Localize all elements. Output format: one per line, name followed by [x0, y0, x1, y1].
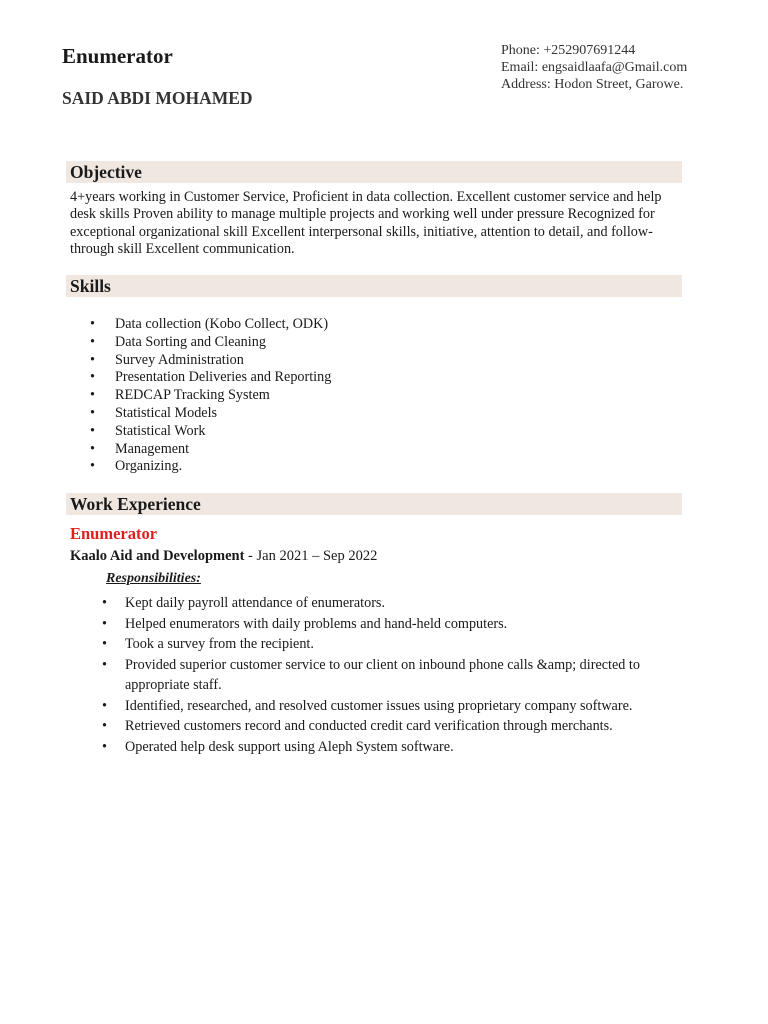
skill-item: • Statistical Models: [70, 405, 331, 423]
contact-email: Email: engsaidlaafa@Gmail.com: [501, 60, 688, 75]
responsibility-item: • Retrieved customers record and conducted credit card verification through merchants.: [100, 716, 690, 737]
skill-item: • Data Sorting and Cleaning: [70, 334, 331, 352]
responsibility-item: • Kept daily payroll attendance of enumerators.: [100, 593, 690, 614]
skill-item: • Organizing.: [70, 458, 331, 476]
skill-item: • Data collection (Kobo Collect, ODK): [70, 316, 331, 334]
skills-list: [70, 316, 331, 476]
contact-address: Address: Hodon Street, Garowe.: [501, 77, 684, 92]
objective-heading: Objective: [66, 161, 682, 183]
document-title: Enumerator: [62, 44, 173, 68]
responsibility-item: • Operated help desk support using Aleph System software.: [100, 737, 690, 758]
employer-name: Kaalo Aid and Development: [70, 548, 245, 564]
candidate-name: SAID ABDI MOHAMED: [62, 88, 253, 108]
job-title: Enumerator: [70, 524, 158, 543]
responsibility-item: • Provided superior customer service to our client on inbound phone calls &amp; directed to appropriate staff.: [100, 655, 690, 696]
responsibility-item: • Took a survey from the recipient.: [100, 634, 690, 655]
skill-item: • Management: [70, 441, 331, 459]
work-experience-heading: Work Experience: [66, 493, 682, 515]
employer-line: [70, 547, 377, 565]
responsibilities-label: Responsibilities:: [106, 571, 201, 586]
responsibilities-list: [100, 593, 690, 757]
responsibility-item: • Identified, researched, and resolved customer issues using proprietary company software.: [100, 696, 690, 717]
skill-item: • REDCAP Tracking System: [70, 387, 331, 405]
skills-heading: Skills: [66, 275, 682, 297]
skill-item: • Survey Administration: [70, 352, 331, 370]
contact-block: [501, 42, 687, 93]
responsibility-item: • Helped enumerators with daily problems and hand-held computers.: [100, 614, 690, 635]
skill-item: • Statistical Work: [70, 423, 331, 441]
skill-item: • Presentation Deliveries and Reporting: [70, 369, 331, 387]
contact-phone: Phone: +252907691244: [501, 43, 636, 58]
objective-text: 4+years working in Customer Service, Proficient in data collection. Excellent customer service and help desk skills Proven ability to manage multiple projects and working well under pressure Recognized for exceptional organizational skill Excellent interpersonal skills, initiative, attention to detail, and follow-through skill Excellent communication.: [70, 189, 662, 257]
employment-dates: - Jan 2021 – Sep 2022: [244, 548, 378, 564]
